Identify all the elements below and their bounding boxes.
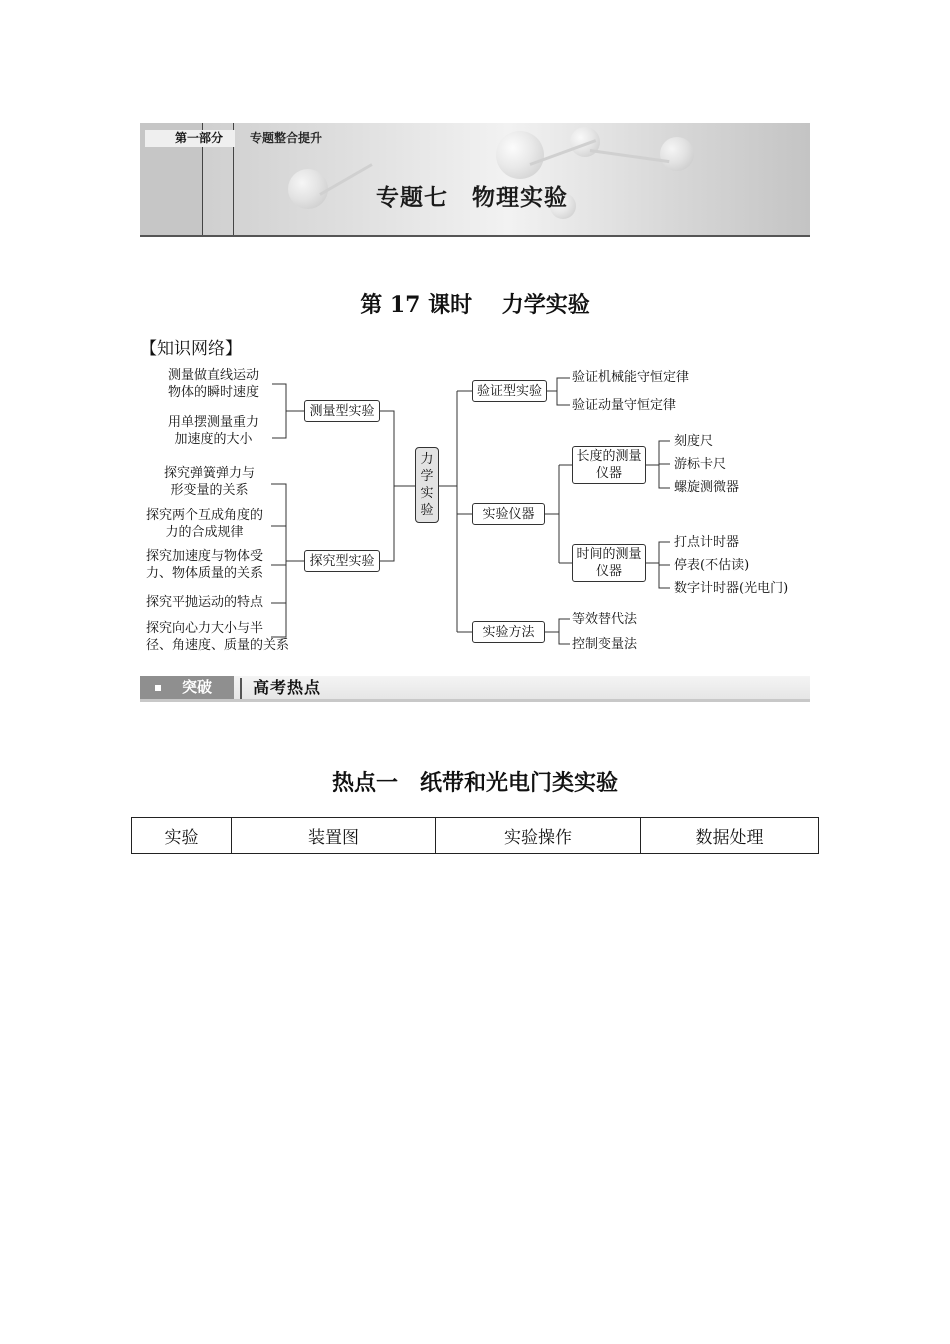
mindmap-leaf: 刻度尺	[674, 434, 714, 449]
mindmap-leaf: 游标卡尺	[674, 457, 727, 472]
section-bar	[140, 676, 810, 702]
chapter-banner	[140, 123, 810, 237]
section-tag	[140, 676, 234, 699]
mindmap-leaf: 探究向心力大小与半 径、角速度、质量的关系	[146, 621, 290, 653]
mindmap-leaf: 打点计时器	[674, 535, 740, 550]
molecule-decoration	[288, 169, 328, 209]
mindmap-leaf: 探究弹簧弹力与 形变量的关系	[164, 466, 256, 498]
section-separator	[240, 678, 242, 699]
molecule-decoration	[660, 137, 694, 171]
mindmap-leaf: 螺旋测微器	[674, 480, 740, 495]
molecule-decoration	[319, 163, 372, 196]
method-box: 实验方法	[472, 621, 545, 643]
mindmap-leaf: 控制变量法	[572, 637, 638, 652]
square-bullet-icon	[155, 685, 161, 691]
verify-experiment-box: 验证型实验	[472, 380, 547, 402]
instrument-box: 实验仪器	[472, 503, 545, 525]
molecule-decoration	[590, 149, 670, 163]
mindmap-leaf: 数字计时器(光电门)	[674, 581, 789, 596]
section-title: 高考热点	[253, 678, 322, 697]
hotspot-title: 热点一 纸带和光电门类实验	[331, 770, 618, 796]
mindmap-leaf: 停表(不估读)	[674, 558, 750, 573]
table-header-row	[132, 818, 819, 854]
explore-experiment-box: 探究型实验	[304, 550, 380, 572]
mindmap-leaf: 探究两个互成角度的 力的合成规律	[146, 508, 264, 540]
table-header-cell: 数据处理	[641, 818, 819, 854]
knowledge-network-label: 【知识网络】	[140, 339, 242, 359]
mindmap-leaf: 等效替代法	[572, 612, 638, 627]
experiment-table	[131, 817, 819, 854]
mindmap-leaf: 验证动量守恒定律	[572, 398, 677, 413]
banner-title: 专题七 物理实验	[376, 184, 568, 211]
mechanics-experiment-center: 力 学 实 验	[415, 447, 439, 523]
table-header-cell: 实验操作	[436, 818, 641, 854]
length-instrument-box: 长度的测量 仪器	[572, 446, 646, 484]
measure-experiment-box: 测量型实验	[304, 400, 380, 422]
mindmap-leaf: 探究加速度与物体受 力、物体质量的关系	[146, 549, 264, 581]
lesson-title: 第 17 课时 力学实验	[360, 292, 590, 318]
mindmap-leaf: 用单摆测量重力 加速度的大小	[168, 415, 260, 447]
mindmap-leaf: 探究平抛运动的特点	[146, 595, 264, 610]
table-header-cell: 实验	[132, 818, 232, 854]
banner-subtitle: 专题整合提升	[250, 131, 323, 145]
mindmap-leaf: 验证机械能守恒定律	[572, 370, 690, 385]
banner-part-label: 第一部分	[145, 130, 235, 147]
time-instrument-box: 时间的测量 仪器	[572, 544, 646, 582]
section-tag-label: 突破	[182, 678, 213, 696]
molecule-decoration	[496, 131, 544, 179]
table-header-cell: 装置图	[232, 818, 436, 854]
mindmap-leaf: 测量做直线运动 物体的瞬时速度	[168, 368, 260, 400]
